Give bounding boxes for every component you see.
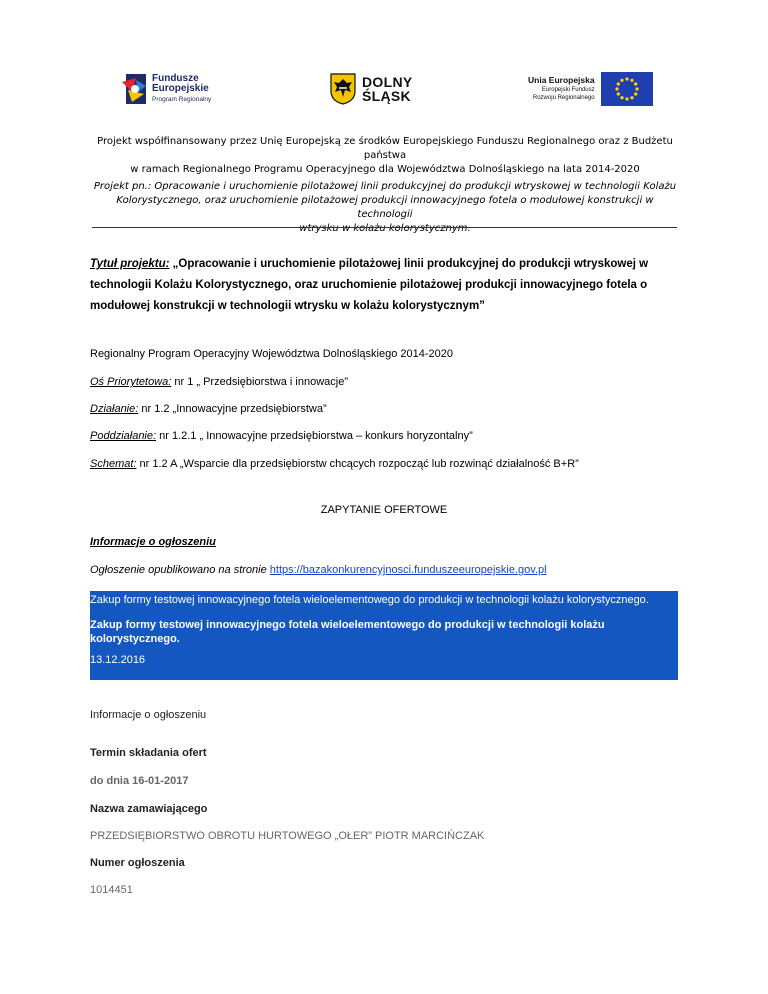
fundusze-europejskie-logo: [122, 70, 211, 108]
sub-measure-value: nr 1.2.1 „ Innowacyjne przedsiębiorstwa – konkurs horyzontalny”: [156, 430, 473, 442]
funding-line-1: Projekt współfinansowany przez Unię Europejską ze środków Europejskiego Funduszu Regionalnego oraz z Budżetu państwa: [97, 136, 673, 161]
deadline-label: Termin składania ofert: [90, 747, 207, 759]
announcement-info-heading: Informacje o ogłoszeniu: [90, 536, 216, 548]
project-line-3: wtrysku w kolażu kolorystycznym.: [299, 223, 471, 234]
fe-logo-line2: Europejskie: [152, 82, 209, 94]
ue-logo-line3: Rozwoju Regionalnego: [532, 95, 595, 101]
measure: [90, 403, 327, 415]
scheme-label: Schemat:: [90, 458, 137, 470]
fe-logo-line3: Program Regionalny: [152, 95, 212, 103]
logo-bar: [0, 70, 768, 110]
project-title-line-2: technologii Kolażu Kolorystycznego, oraz uruchomienie pilotażowej produkcji innowacyjnego fotela o: [90, 279, 648, 291]
published-text: Ogłoszenie opublikowano na stronie: [90, 564, 270, 576]
dolny-slask-logo: [330, 70, 413, 108]
project-title: [90, 254, 678, 317]
announcement-subject-bold: Zakup formy testowej innowacyjnego fotela wieloelementowego do produkcji w technologii kolażu kolorystycznego.: [90, 619, 605, 645]
buyer-value: PRZEDSIĘBIORSTWO OBROTU HURTOWEGO „OŁER” PIOTR MARCIŃCZAK: [90, 830, 485, 842]
funding-statement: [90, 135, 680, 177]
announcement-subject: Zakup formy testowej innowacyjnego fotela wieloelementowego do produkcji w technologii kolażu kolorystycznego.: [90, 594, 649, 606]
deadline-value: do dnia 16-01-2017: [90, 775, 189, 787]
header-divider: [92, 227, 677, 228]
sub-measure: [90, 430, 473, 442]
fe-star-icon: [122, 72, 148, 106]
announcement-number-value: 1014451: [90, 884, 133, 896]
ue-logo-line1: Unia Europejska: [528, 75, 595, 85]
announcement-number-label: Numer ogłoszenia: [90, 857, 185, 869]
priority-axis-label: Oś Priorytetowa:: [90, 376, 172, 388]
priority-axis-value: nr 1 „ Przedsiębiorstwa i innowacje”: [171, 376, 348, 388]
priority-axis: [90, 376, 348, 388]
project-line-2: Kolorystycznego, oraz uruchomienie pilotażowej produkcji innowacyjnego fotela o modułowej konstrukcji w technologii: [116, 195, 654, 220]
program-name: Regionalny Program Operacyjny Województwa Dolnośląskiego 2014-2020: [90, 348, 453, 360]
announcement-date: 13.12.2016: [90, 654, 146, 666]
sub-measure-label: Poddziałanie:: [90, 430, 157, 442]
scheme: [90, 458, 579, 470]
published-notice: [90, 564, 547, 576]
project-title-label: Tytuł projektu:: [90, 258, 170, 270]
published-link[interactable]: https://bazakonkurencyjnosci.funduszeeuropejskie.gov.pl: [269, 564, 547, 576]
fe-logo-line1: Fundusze: [152, 72, 199, 84]
project-line-1: Projekt pn.: Opracowanie i uruchomienie pilotażowej linii produkcyjnej do produkcji wtryskowej w technologii Kolażu: [93, 181, 677, 192]
measure-value: nr 1.2 „Innowacyjne przedsiębiorstwa”: [138, 403, 327, 415]
funding-line-2: w ramach Regionalnego Programu Operacyjnego dla Województwa Dolnośląskiego na lata 2014-2020: [130, 164, 640, 175]
measure-label: Działanie:: [90, 403, 139, 415]
eu-flag-icon: [601, 72, 653, 106]
announcement-box: [90, 591, 678, 680]
inquiry-heading: ZAPYTANIE OFERTOWE: [320, 504, 448, 516]
project-title-line-3: modułowej konstrukcji w technologii wtrysku w kolażu kolorystycznym”: [90, 300, 485, 312]
project-title-line-1: „Opracowanie i uruchomienie pilotażowej linii produkcyjnej do produkcji wtryskowej w: [172, 258, 649, 270]
ue-logo-line2: Europejski Fundusz: [541, 87, 595, 93]
ds-logo-line1: DOLNY: [362, 74, 413, 90]
ds-logo-line2: ŚLĄSK: [362, 88, 411, 104]
eagle-shield-icon: [330, 73, 356, 105]
scheme-value: nr 1.2 A „Wsparcie dla przedsiębiorstw chcących rozpocząć lub rozwinąć działalność B+R”: [136, 458, 579, 470]
buyer-label: Nazwa zamawiającego: [90, 803, 208, 815]
announcement-info-label: Informacje o ogłoszeniu: [90, 709, 207, 721]
unia-europejska-logo: [528, 70, 653, 108]
